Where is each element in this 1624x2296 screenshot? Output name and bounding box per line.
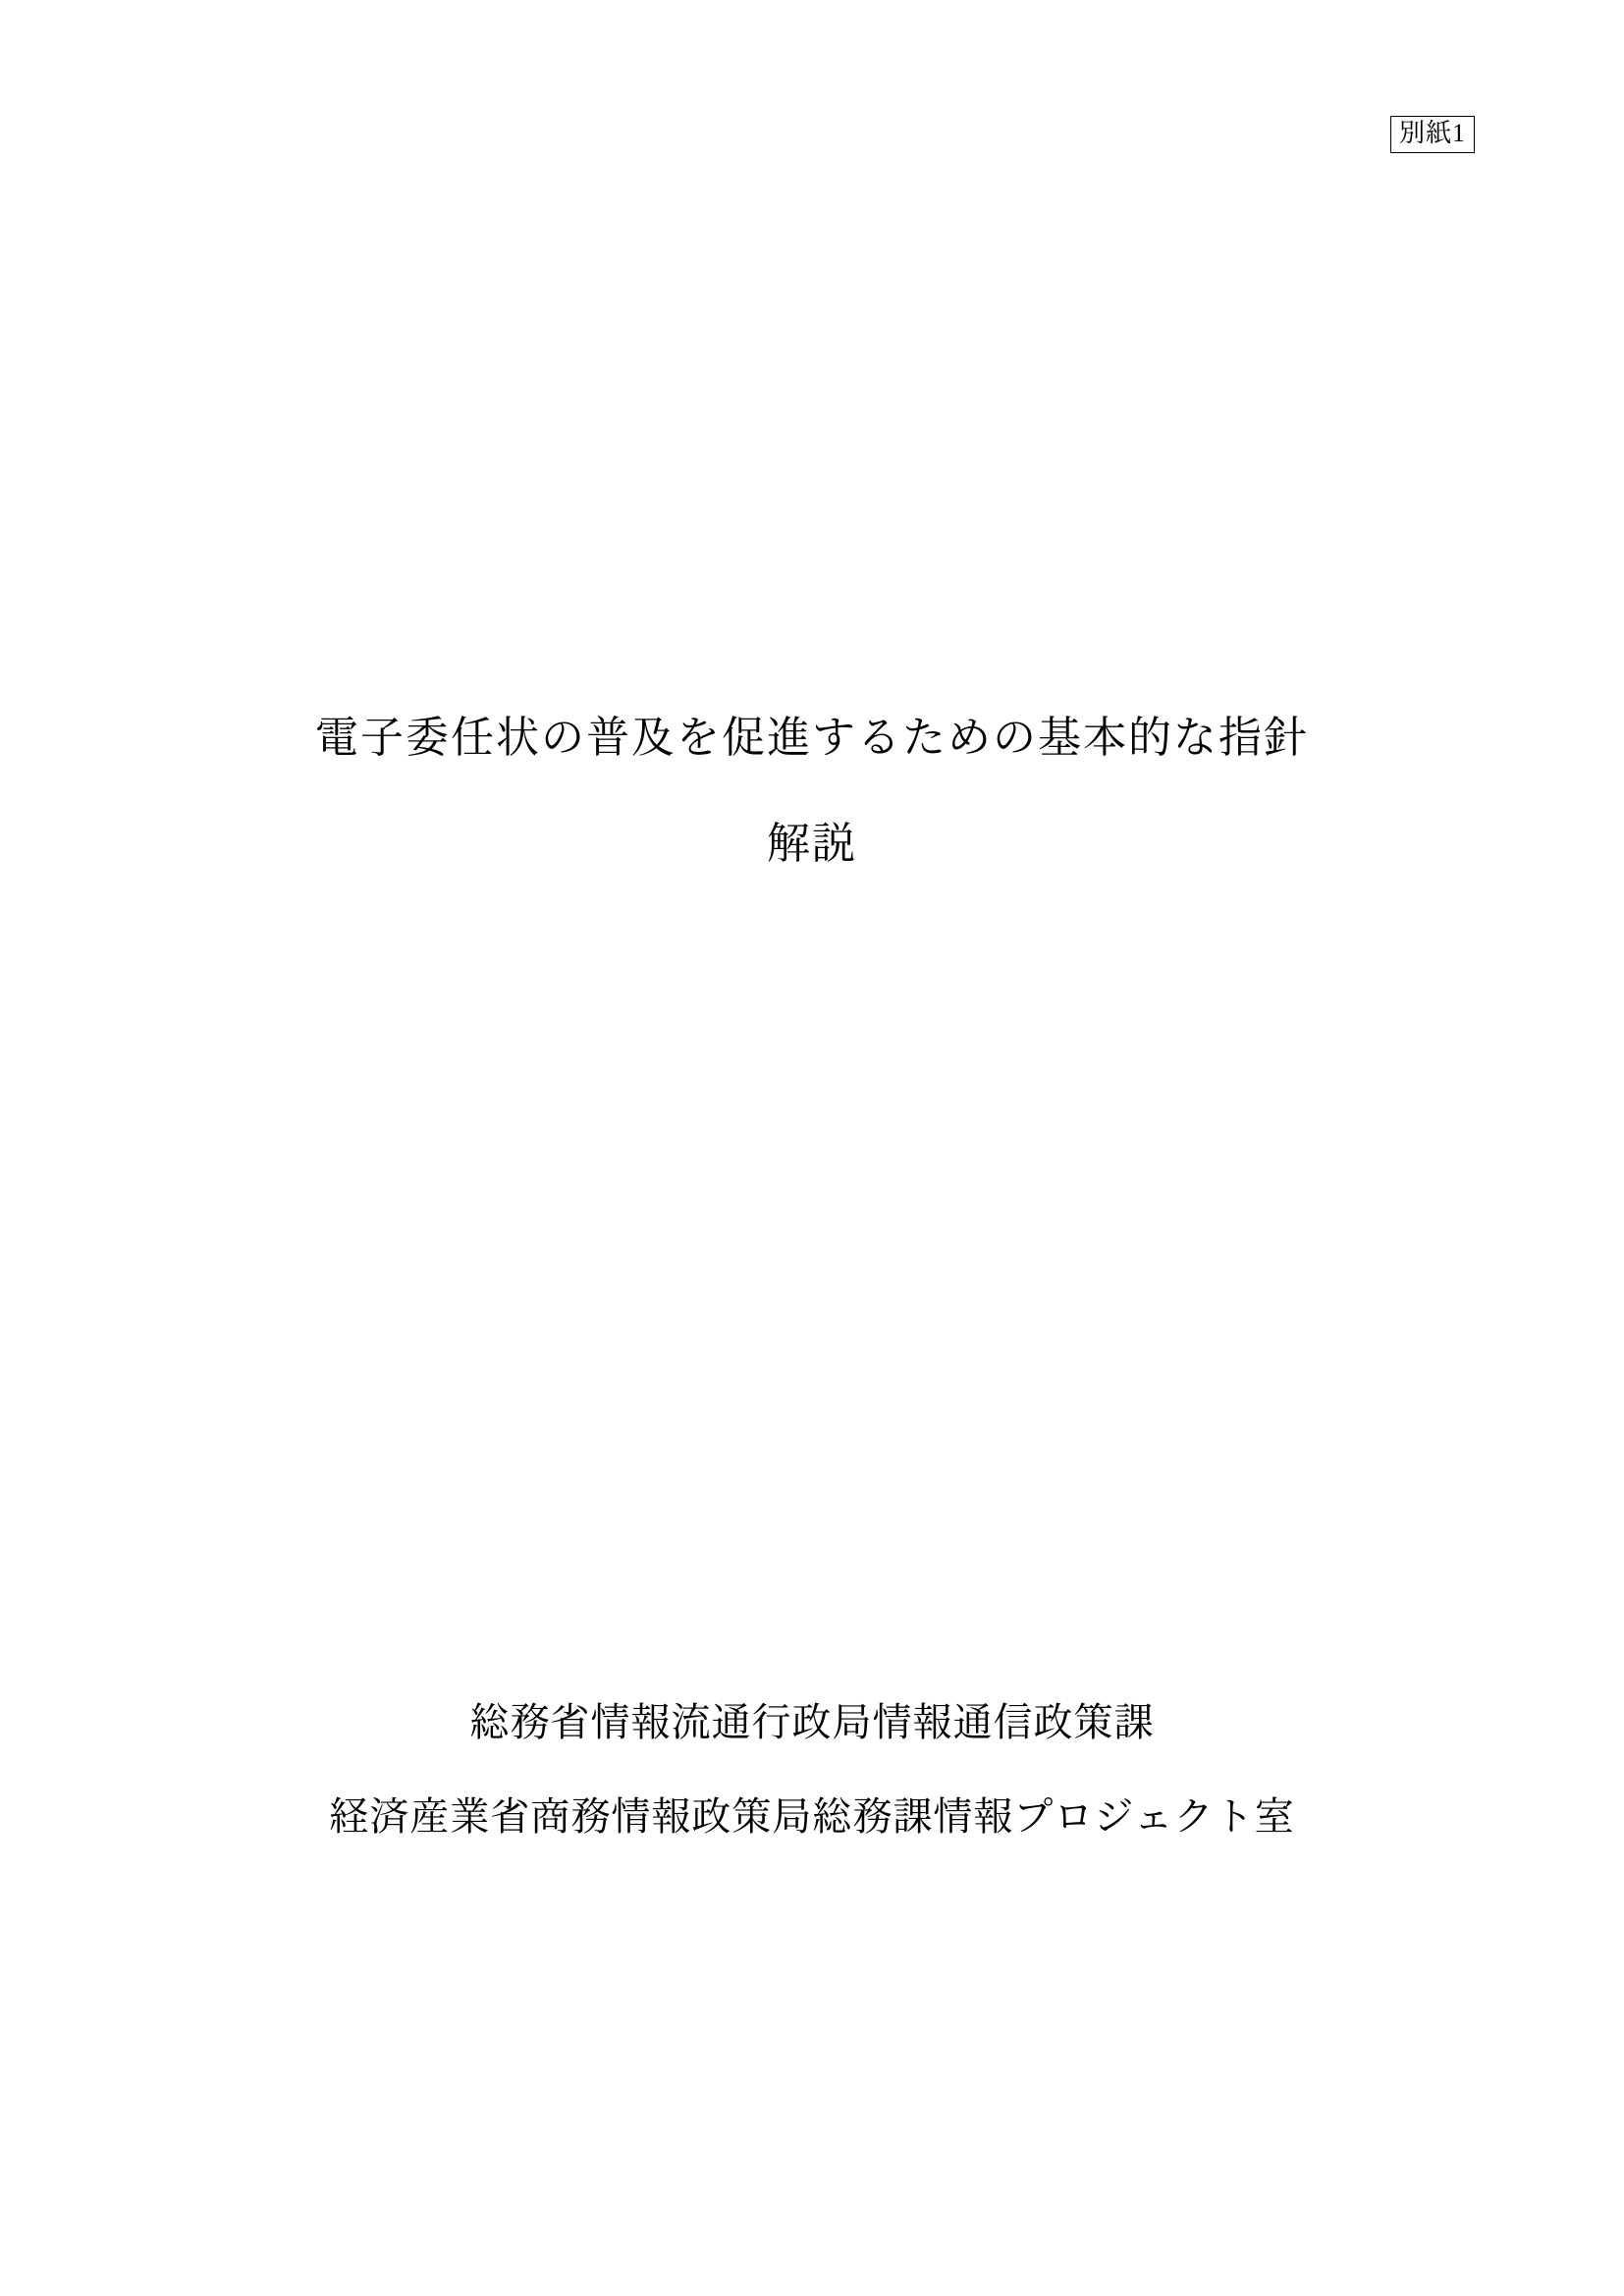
- page-title: 電子委任状の普及を促進するための基本的な指針: [315, 714, 1309, 762]
- attachment-label: 別紙1: [1390, 116, 1475, 153]
- issuer-line: 総務省情報流通行政局情報通信政策課: [469, 1700, 1155, 1744]
- page-subtitle: 解説: [767, 819, 857, 868]
- issuer-block: [0, 1693, 1624, 1846]
- title-block: [0, 707, 1624, 876]
- issuer-line: 経済産業省商務情報政策局総務課情報プロジェクト室: [329, 1794, 1295, 1839]
